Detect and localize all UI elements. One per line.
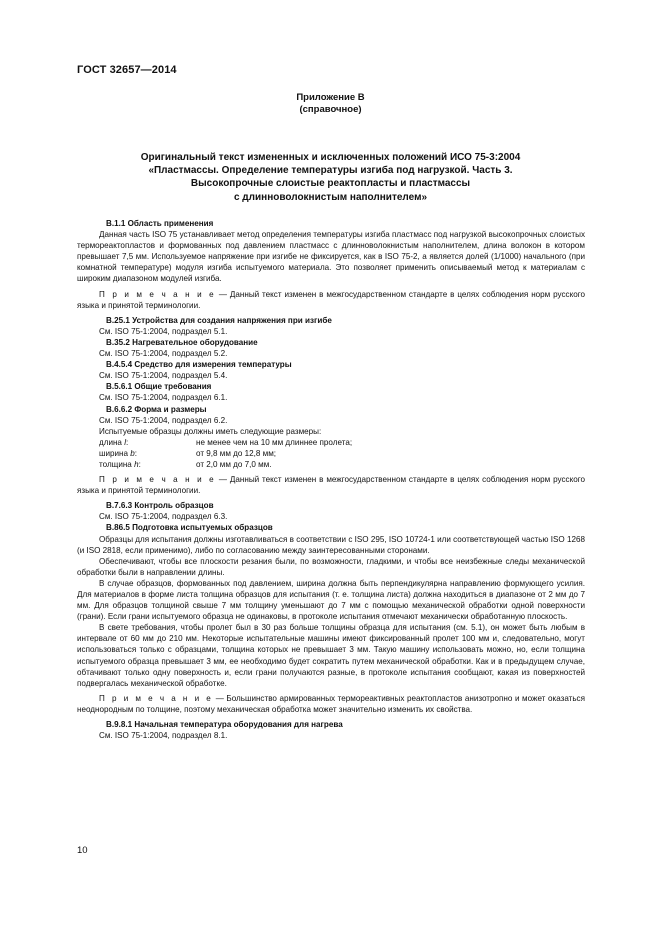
dimension-value: не менее чем на 10 мм длиннее пролета; — [196, 437, 353, 447]
document-body — [77, 218, 585, 741]
dimension-row: длина l: не менее чем на 10 мм длиннее пролета; — [99, 437, 353, 447]
paragraph: См. ISO 75-1:2004, подраздел 6.2. — [99, 415, 228, 425]
dimension-label: толщина — [99, 459, 135, 469]
title-line-3: Высокопрочные слоистые реактопласты и пластмассы — [190, 178, 471, 190]
appendix-subtitle: (справочное) — [299, 104, 362, 115]
paragraph: См. ISO 75-1:2004, подраздел 5.4. — [99, 371, 228, 381]
section-heading: В.4.5.4 Средство для измерения температуры — [106, 360, 292, 370]
dimension-symbol: l — [124, 437, 126, 447]
section-heading: В.35.2 Нагревательное оборудование — [106, 337, 258, 347]
paragraph: См. ISO 75-1:2004, подраздел 5.1. — [99, 326, 228, 336]
section-heading: В.25.1 Устройства для создания напряжения при изгибе — [106, 315, 332, 325]
dimension-row: ширина b: от 9,8 мм до 12,8 мм; — [99, 448, 277, 458]
dimension-label: ширина — [99, 448, 131, 458]
section-heading: В.7.6.3 Контроль образцов — [106, 501, 214, 511]
section-heading: В.5.6.1 Общие требования — [106, 382, 212, 392]
note-text: — Большинство армированных термореактивных реактопластов анизотропно и может оказаться неоднородным по толщине, поэтому механическая обработка может значительно изменить их свойства. — [77, 693, 585, 714]
note-label: П р и м е ч а н и е — [99, 693, 214, 703]
section-heading: В.1.1 Область применения — [106, 219, 214, 228]
title-line-2: «Пластмассы. Определение температуры изгиба под нагрузкой. Часть 3. — [148, 165, 513, 177]
title-line-4: с длинноволокнистым наполнителем» — [233, 191, 428, 203]
paragraph: В случае образцов, формованных под давлением, ширина должна быть перпендикулярна направлению формующего усилия. Для материалов в форме листа толщина образцов для испытания (т. е. толщина листа) должна находиться в диапазоне от 2 мм до 7 мм. Для образцов толщиной свыше 7 мм толщину уменьшают до 7 мм с помощью механической обработки одной поверхности (грани). Если грани испытуемого образца не одинаковы, в протоколе испытания отмечают механически обработанную плоскость. — [77, 578, 585, 622]
dimension-value: от 9,8 мм до 12,8 мм; — [196, 448, 277, 458]
section-heading: В.6.6.2 Форма и размеры — [106, 404, 207, 414]
section-heading: В.9.8.1 Начальная температура оборудования для нагрева — [106, 720, 343, 730]
paragraph: Обеспечивают, чтобы все плоскости резания были, по возможности, гладкими, и чтобы все неизбежные следы механической обработки были в направлении длины. — [77, 556, 585, 577]
note — [77, 289, 585, 311]
dimension-row: толщина h: от 2,0 мм до 7,0 мм. — [99, 459, 272, 469]
dimension-value: от 2,0 мм до 7,0 мм. — [196, 459, 272, 469]
appendix-title: Приложение В — [296, 92, 365, 103]
dimension-label: длина — [99, 437, 125, 447]
page-number: 10 — [77, 845, 88, 856]
paragraph: См. ISO 75-1:2004, подраздел 8.1. — [99, 731, 228, 741]
paragraph: Образцы для испытания должны изготавливаться в соответствии с ISO 295, ISO 10724-1 или соответствующей частью ISO 1268 (и ISO 2818, если применимо), либо по согласованию между заинтересованными сторонами. — [77, 534, 585, 555]
note-label: П р и м е ч а н и е — [99, 289, 216, 299]
paragraph: Испытуемые образцы должны иметь следующие размеры: — [99, 426, 322, 436]
paragraph: См. ISO 75-1:2004, подраздел 5.2. — [99, 349, 228, 359]
note-label: П р и м е ч а н и е — [99, 475, 216, 485]
paragraph: Данная часть ISO 75 устанавливает метод определения температуры изгиба пластмасс под нагрузкой высокопрочных слоистых термореактопластов и формованных под давлением пластмасс с длинноволокнистым наполнителем, длина волокон в котором превышает 7,5 мм. Используемое напряжение при изгибе не фиксируется, как в ISO 75-2, а является долей (1/1000) начального (при комнатной температуре) модуля изгиба испытуемого материала. Это позволяет применить описываемый метод к материалам с широким диапазоном модулей изгиба. — [77, 230, 585, 284]
section-heading: В.86.5 Подготовка испытуемых образцов — [106, 523, 273, 533]
paragraph: В свете требования, чтобы пролет был в 30 раз больше толщины образца для испытания (см. 5.1), он может быть любым в интервале от 60 мм до 210 мм. Некоторые испытательные машины имеют фиксированный пролет 100 мм и, следовательно, могут использоваться только с образцами, толщина которых не превышает 3 мм. Такую машину использовать можно, но, если толщина испытуемого образца превышает 3 мм, ее необходимо будет сократить путем механической обработки. Как и в предыдущем случае, обтачивают только одну поверхность и, если грани получаются разные, в протоколе испытания сообщают, какая из поверхностей подвергалась механической обработке. — [77, 623, 585, 688]
dimension-symbol: h — [134, 459, 139, 469]
note — [77, 474, 585, 496]
document-title — [100, 151, 561, 204]
note-text: — Данный текст изменен в межгосударственном стандарте в целях соблюдения норм русского языка и принятой терминологии. — [77, 475, 585, 496]
paragraph: См. ISO 75-1:2004, подраздел 6.3. — [99, 512, 228, 522]
standard-header: ГОСТ 32657—2014 — [77, 64, 177, 76]
dimensions-list — [77, 437, 585, 470]
note-text: — Данный текст изменен в межгосударственном стандарте в целях соблюдения норм русского языка и принятой терминологии. — [77, 289, 585, 310]
note — [77, 693, 585, 715]
title-line-1: Оригинальный текст измененных и исключенных положений ИСО 75-3:2004 — [140, 152, 521, 163]
dimension-symbol: b — [130, 448, 135, 458]
paragraph: См. ISO 75-1:2004, подраздел 6.1. — [99, 393, 228, 403]
